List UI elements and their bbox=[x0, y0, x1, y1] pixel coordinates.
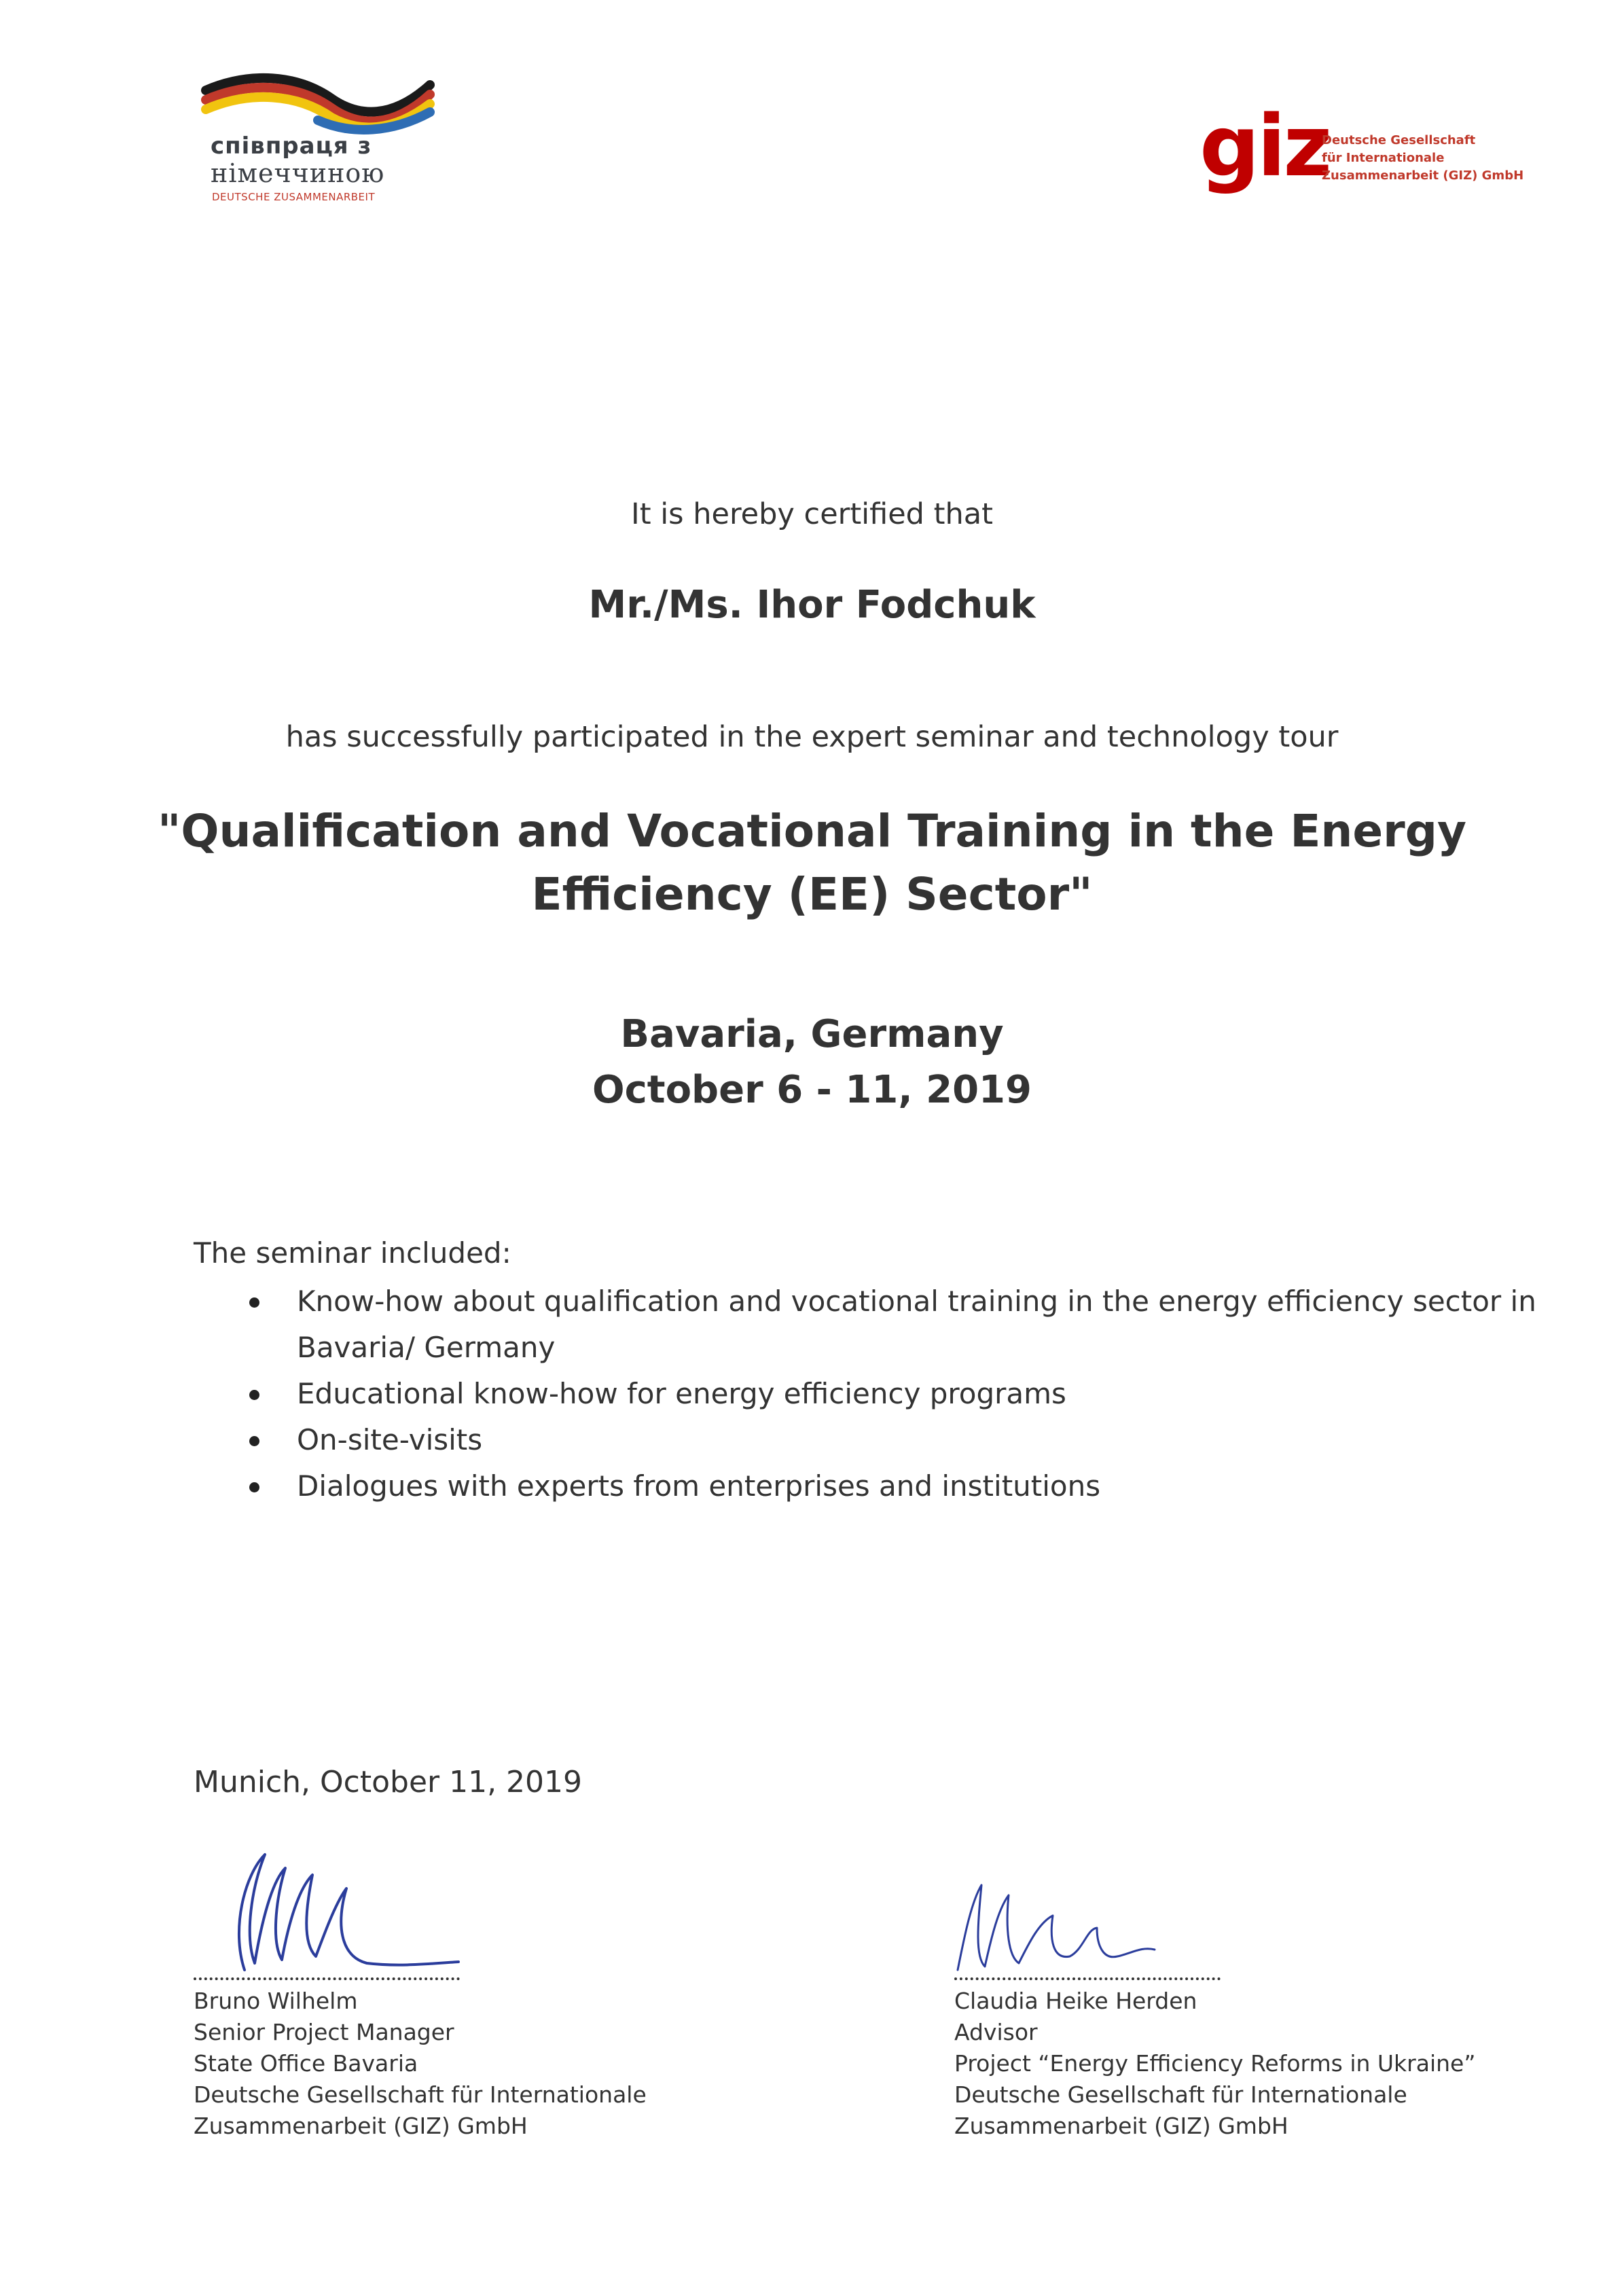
seminar-heading: The seminar included: bbox=[194, 1236, 511, 1270]
signatory-org-line1: Deutsche Gesellschaft für Internationale bbox=[954, 2081, 1407, 2108]
list-item bbox=[241, 1463, 1536, 1509]
bullet-icon bbox=[249, 1482, 259, 1492]
seminar-list bbox=[241, 1278, 1536, 1509]
signature-left bbox=[204, 1827, 475, 1984]
giz-name bbox=[1322, 132, 1523, 185]
cooperation-logo bbox=[196, 65, 454, 207]
flag-wave-icon bbox=[196, 65, 454, 139]
list-item-continuation bbox=[241, 1325, 1536, 1371]
signatory-left bbox=[194, 1986, 647, 2142]
signatory-org-line2: Zusammenarbeit (GIZ) GmbH bbox=[194, 2113, 528, 2139]
giz-mark: giz bbox=[1199, 98, 1330, 196]
signatory-unit: Project “Energy Efficiency Reforms in Ukraine” bbox=[954, 2050, 1476, 2077]
list-item-text: Bavaria/ Germany bbox=[297, 1331, 556, 1364]
seminar-location: Bavaria, Germany bbox=[620, 1012, 1004, 1056]
signatory-name: Claudia Heike Herden bbox=[954, 1988, 1197, 2014]
signature-right bbox=[951, 1875, 1175, 1977]
signature-line-right bbox=[954, 1977, 1221, 1980]
signature-line-left bbox=[194, 1977, 460, 1980]
place-and-date: Munich, October 11, 2019 bbox=[194, 1765, 583, 1799]
seminar-title-line2: Efficiency (EE) Sector" bbox=[531, 868, 1093, 920]
list-item-text: Dialogues with experts from enterprises and institutions bbox=[297, 1469, 1101, 1503]
signatory-name: Bruno Wilhelm bbox=[194, 1988, 358, 2014]
seminar-title-line1: "Qualification and Vocational Training in the Energy bbox=[158, 805, 1466, 857]
signatory-role: Advisor bbox=[954, 2019, 1038, 2045]
list-item bbox=[241, 1278, 1536, 1325]
giz-name-line1: Deutsche Gesellschaft bbox=[1322, 133, 1476, 147]
bullet-icon bbox=[249, 1297, 259, 1308]
signatory-org-line1: Deutsche Gesellschaft für Internationale bbox=[194, 2081, 647, 2108]
list-item-text: On-site-visits bbox=[297, 1423, 483, 1456]
participation-text: has successfully participated in the expert seminar and technology tour bbox=[285, 720, 1339, 754]
recipient-name: Mr./Ms. Ihor Fodchuk bbox=[588, 583, 1036, 627]
bullet-icon bbox=[249, 1436, 259, 1446]
giz-name-line3: Zusammenarbeit (GIZ) GmbH bbox=[1322, 168, 1524, 183]
bullet-icon bbox=[249, 1390, 259, 1400]
logo-left-line1: співпраця з bbox=[211, 132, 372, 160]
signatory-right bbox=[954, 1986, 1475, 2142]
logo-left-line3: DEUTSCHE ZUSAMMENARBEIT bbox=[212, 191, 376, 203]
list-item-text: Educational know-how for energy efficiency programs bbox=[297, 1377, 1066, 1410]
signatory-unit: State Office Bavaria bbox=[194, 2050, 418, 2077]
list-item-text: Know-how about qualification and vocational training in the energy efficiency sector in bbox=[297, 1285, 1536, 1318]
certificate-intro: It is hereby certified that bbox=[631, 497, 993, 531]
signatory-role: Senior Project Manager bbox=[194, 2019, 454, 2045]
list-item bbox=[241, 1417, 1536, 1463]
giz-logo bbox=[1199, 98, 1524, 208]
giz-name-line2: für Internationale bbox=[1322, 151, 1445, 165]
logo-left-line2: німеччиною bbox=[211, 158, 385, 188]
seminar-dates: October 6 - 11, 2019 bbox=[592, 1068, 1032, 1112]
list-item bbox=[241, 1371, 1536, 1417]
signatory-org-line2: Zusammenarbeit (GIZ) GmbH bbox=[954, 2113, 1288, 2139]
